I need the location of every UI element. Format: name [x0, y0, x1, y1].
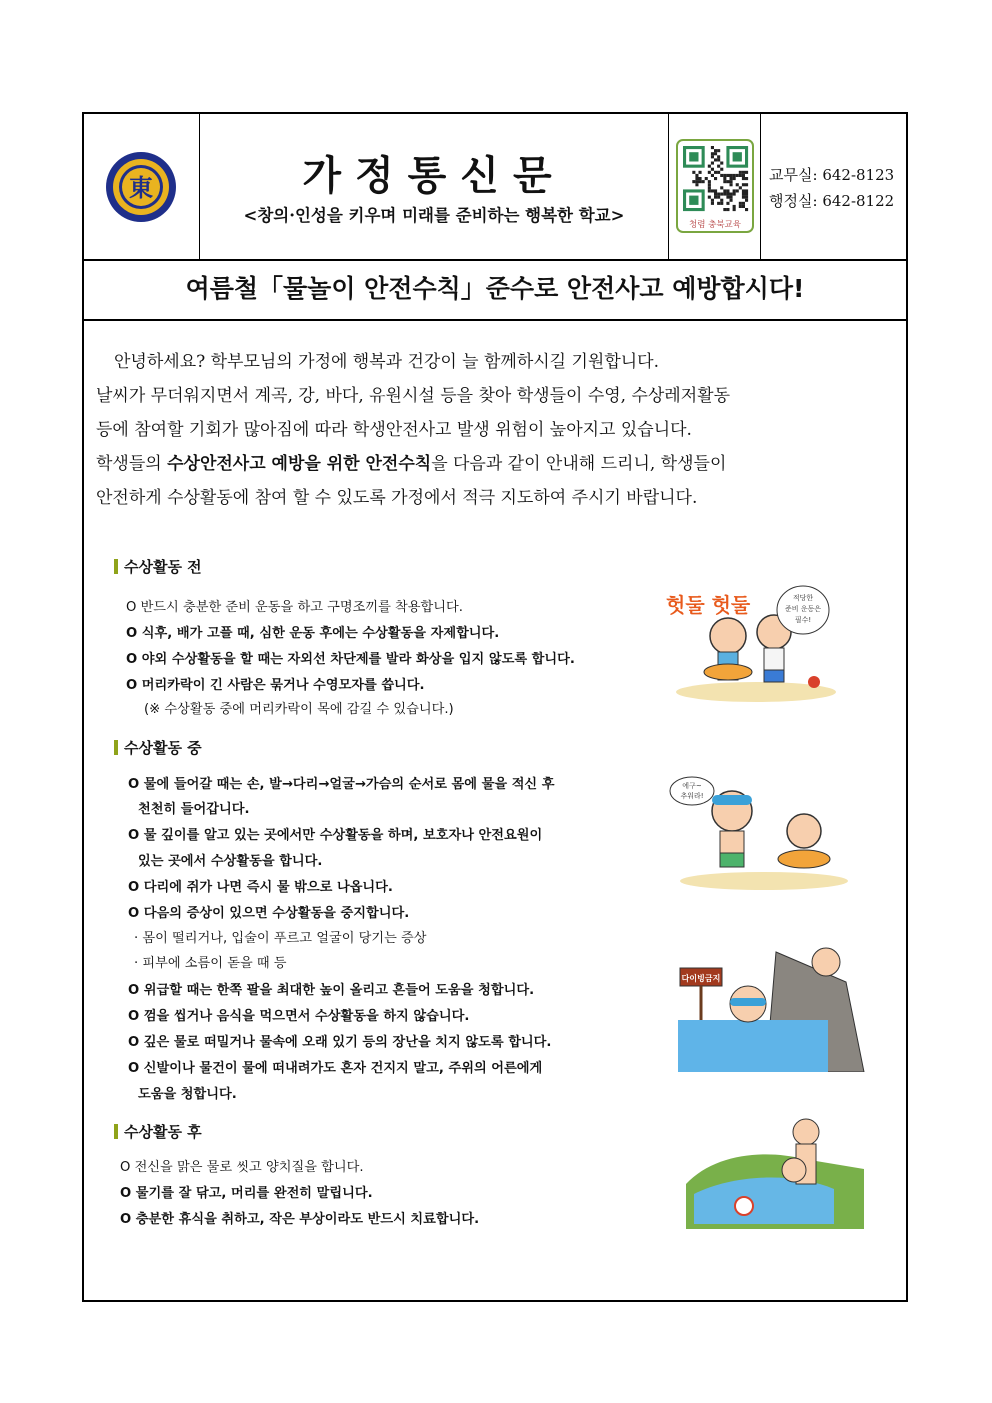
- rule-item: O 반드시 충분한 준비 운동을 하고 구명조끼를 착용합니다.: [126, 600, 463, 615]
- notice-frame: [82, 112, 908, 1302]
- rule-item: O 충분한 휴식을 취하고, 작은 부상이라도 반드시 치료합니다.: [120, 1212, 480, 1227]
- rule-item: O 머리카락이 긴 사람은 묶거나 수영모자를 씁니다.: [126, 678, 425, 693]
- contact-academic-office: 교무실: 642-8123: [769, 166, 895, 184]
- intro-line: 안녕하세요? 학부모님의 가정에 행복과 건강이 늘 함께하시길 기원합니다.: [114, 352, 660, 372]
- header: [84, 114, 906, 261]
- symptom-item: · 피부에 소름이 돋을 때 등: [134, 956, 287, 971]
- cold-bubble-line: 에구~: [682, 782, 702, 790]
- intro-line: 등에 참여할 기회가 많아짐에 따라 학생안전사고 발생 위험이 높아지고 있습니다.: [96, 420, 692, 440]
- headline-banner: 여름철「물놀이 안전수칙」준수로 안전사고 예방합시다!: [84, 259, 906, 321]
- section-after-title: 수상활동 후: [114, 1121, 202, 1142]
- cold-shiver-illustration: [664, 769, 864, 894]
- rule-item: O 물기를 잘 닦고, 머리를 완전히 말립니다.: [120, 1186, 373, 1201]
- rule-item-continued: 있는 곳에서 수상활동을 합니다.: [138, 854, 323, 869]
- intro-line: 학생들의 수상안전사고 예방을 위한 안전수칙을 다음과 같이 안내해 드리니, 학생들이: [96, 454, 727, 474]
- section-marker-icon: [114, 1124, 118, 1139]
- rule-item: O 식후, 배가 고플 때, 심한 운동 후에는 수상활동을 자제합니다.: [126, 626, 500, 641]
- rule-item: O 물 깊이를 알고 있는 곳에서만 수상활동을 하며, 보호자나 안전요원이: [128, 828, 543, 843]
- rule-item-continued: 도움을 청합니다.: [138, 1087, 237, 1102]
- qr-code-icon[interactable]: [669, 114, 761, 259]
- warmup-bubble-line: 필수!: [794, 616, 812, 624]
- school-emblem-icon: [84, 114, 200, 259]
- rule-item: O 전신을 맑은 물로 씻고 양치질을 합니다.: [120, 1160, 364, 1175]
- warmup-bubble-line: 준비 운동은: [784, 605, 822, 613]
- intro-paragraph: [96, 345, 896, 515]
- section-before-title: 수상활동 전: [114, 556, 202, 577]
- warmup-bubble-line: 적당한: [792, 594, 814, 602]
- logo-cell: [84, 114, 200, 259]
- rule-item: O 위급할 때는 한쪽 팔을 최대한 높이 올리고 흔들어 도움을 청합니다.: [128, 983, 535, 998]
- rule-item-continued: 천천히 들어갑니다.: [138, 802, 250, 817]
- contact-admin-office: 행정실: 642-8122: [769, 192, 895, 210]
- warmup-shout-text: 헛둘 헛둘: [666, 593, 751, 617]
- diving-accident-illustration: [676, 932, 866, 1072]
- cold-bubble-line: 추워라!: [680, 792, 704, 800]
- rule-note: (※ 수상활동 중에 머리카락이 목에 감길 수 있습니다.): [144, 702, 454, 717]
- rule-item: O 다음의 증상이 있으면 수상활동을 중지합니다.: [128, 906, 410, 921]
- rule-item: O 신발이나 물건이 물에 떠내려가도 혼자 건지지 말고, 주위의 어른에게: [128, 1061, 543, 1076]
- symptom-item: · 몸이 떨리거나, 입술이 푸르고 얼굴이 당기는 증상: [134, 931, 427, 946]
- rule-item: O 깊은 물로 떠밀거나 물속에 오래 있기 등의 장난을 치지 않도록 합니다.: [128, 1035, 552, 1050]
- section-marker-icon: [114, 740, 118, 755]
- rule-item: O 물에 들어갈 때는 손, 발→다리→얼굴→가슴의 순서로 몸에 물을 적신 후: [128, 777, 555, 792]
- section-during-title: 수상활동 중: [114, 737, 202, 758]
- rule-item: O 껌을 씹거나 음식을 먹으면서 수상활동을 하지 않습니다.: [128, 1009, 470, 1024]
- intro-line: 날씨가 무더워지면서 계곡, 강, 바다, 유원시설 등을 찾아 학생들이 수영, 수상레저활동: [96, 386, 731, 406]
- intro-emphasis: 수상안전사고 예방을 위한 안전수칙: [167, 454, 432, 474]
- section-marker-icon: [114, 559, 118, 574]
- emblem-glyph: 東: [129, 173, 153, 202]
- rinse-off-illustration: [684, 1114, 874, 1229]
- contact-cell: [761, 114, 906, 259]
- page-title: 가정통신문: [302, 152, 566, 199]
- qr-cell: [669, 114, 761, 259]
- rule-item: O 다리에 쥐가 나면 즉시 물 밖으로 나옵니다.: [128, 880, 393, 895]
- qr-caption: 청렴 충북교육: [689, 220, 741, 230]
- rule-item: O 야외 수상활동을 할 때는 자외선 차단제를 발라 화상을 입지 않도록 합니다.: [126, 652, 575, 667]
- warmup-illustration: [656, 574, 856, 704]
- title-cell: [200, 114, 669, 259]
- school-motto: <창의·인성을 키우며 미래를 준비하는 행복한 학교>: [243, 206, 625, 225]
- intro-line: 안전하게 수상활동에 참여 할 수 있도록 가정에서 적극 지도하여 주시기 바랍니다.: [96, 488, 698, 508]
- no-diving-sign: 다이빙금지: [681, 974, 721, 983]
